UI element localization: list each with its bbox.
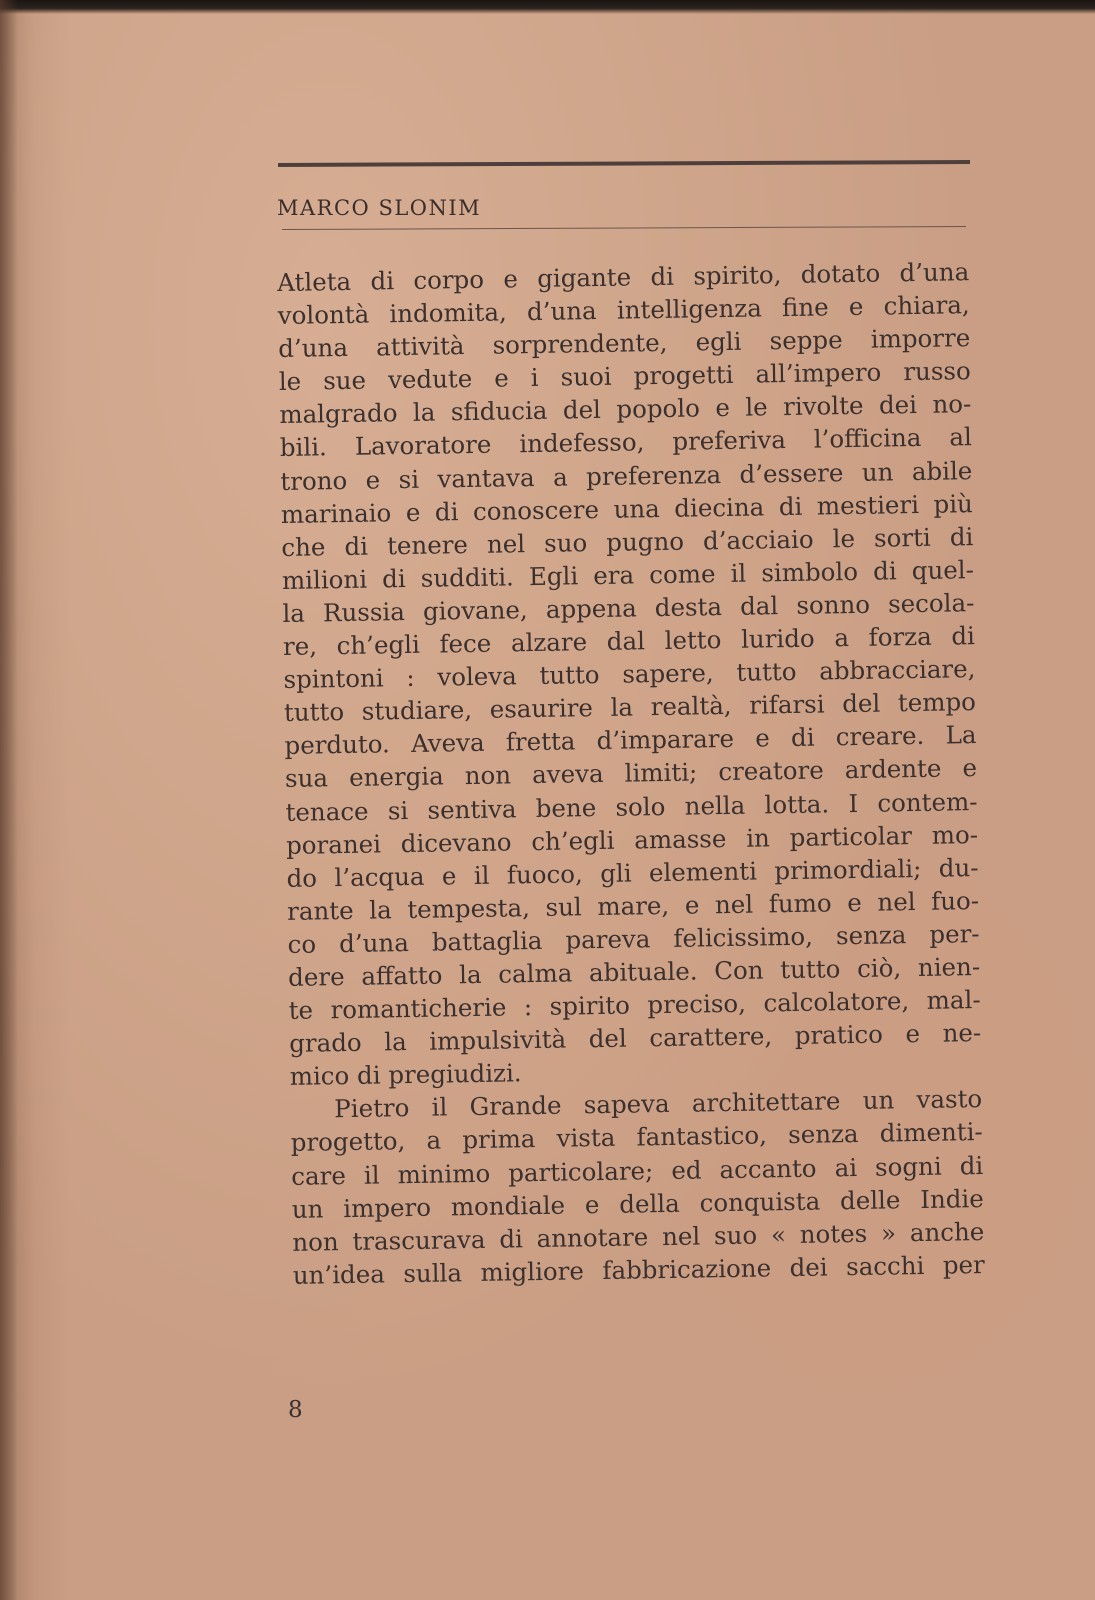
text-line: bili. Lavoratore indefesso, preferiva l’officina al xyxy=(279,422,973,463)
text-line: tenace si sentiva bene solo nella lotta. I contem- xyxy=(285,786,978,827)
text-line: marinaio e di conoscere una diecina di mestieri più xyxy=(280,488,974,529)
text-line: sua energia non aveva limiti; creatore ardente e xyxy=(284,753,978,794)
text-line: te romanticherie : spirito preciso, calcolatore, mal- xyxy=(288,985,981,1025)
text-line: Atleta di corpo e gigante di spirito, dotato d’una xyxy=(277,257,970,297)
text-line: non trascurava di annotare nel suo « notes » anche xyxy=(292,1216,985,1257)
page-top-edge xyxy=(0,0,1095,14)
text-line: trono e si vantava a preferenza d’essere un abile xyxy=(280,455,973,496)
text-line: volontà indomita, d’una intelligenza fine e chiara, xyxy=(277,290,970,331)
text-line: progetto, a prima vista fantastico, senza dimenti- xyxy=(290,1117,983,1158)
text-line: la Russia giovane, appena desta dal sonno secola- xyxy=(282,588,975,628)
text-line: che di tenere nel suo pugno d’acciaio le sorti di xyxy=(281,521,974,562)
text-line: co d’una battaglia pareva felicissimo, senza per- xyxy=(287,918,980,959)
header-underline xyxy=(282,226,966,230)
text-line: malgrado la sfiducia del popolo e le rivolte dei no- xyxy=(279,389,972,430)
text-line: do l’acqua e il fuoco, gli elementi primordiali; du- xyxy=(286,852,979,893)
text-line: dere affatto la calma abituale. Con tutto ciò, nien- xyxy=(287,952,981,992)
body-text xyxy=(277,255,985,1292)
text-line: Pietro il Grande sapeva architettare un vasto xyxy=(334,1084,983,1124)
text-line: spintoni : voleva tutto sapere, tutto abbracciare, xyxy=(283,654,976,695)
text-line: mico di pregiudizi. xyxy=(289,1058,522,1092)
text-line: perduto. Aveva fretta d’imparare e di creare. La xyxy=(284,720,977,761)
text-line: d’una attività sorprendente, egli seppe imporre xyxy=(278,323,971,364)
text-line: poranei dicevano ch’egli amasse in particolar mo- xyxy=(285,819,979,860)
text-line: tutto studiare, esaurire la realtà, rifarsi del tempo xyxy=(283,687,977,728)
text-line: un impero mondiale e della conquista delle Indie xyxy=(291,1183,984,1224)
text-line: re, ch’egli fece alzare dal letto lurido a forza di xyxy=(282,621,976,661)
page-number: 8 xyxy=(288,1397,303,1423)
page-left-edge xyxy=(0,0,18,1600)
header-rule xyxy=(278,160,970,167)
text-line: rante la tempesta, sul mare, e nel fumo e nel fuo- xyxy=(286,885,980,926)
text-line: le sue vedute e i suoi progetti all’impero russo xyxy=(278,356,971,397)
running-head: MARCO SLONIM xyxy=(277,196,482,220)
text-line: care il minimo particolare; ed accanto ai sogni di xyxy=(291,1150,984,1191)
text-line: un’idea sulla migliore fabbricazione dei sacchi per xyxy=(292,1249,985,1290)
text-line: milioni di sudditi. Egli era come il simbolo di quel- xyxy=(281,554,975,595)
text-line: grado la impulsività del carattere, pratico e ne- xyxy=(288,1018,982,1059)
